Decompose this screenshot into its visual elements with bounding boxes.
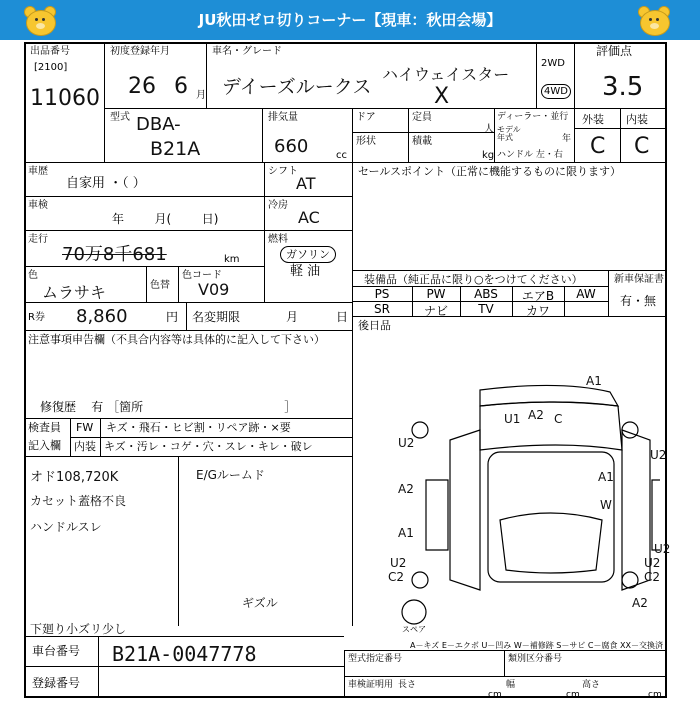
displacement-value: 660: [274, 136, 309, 157]
equip-pw: PW: [426, 287, 446, 301]
capacity-label: 定員: [412, 112, 432, 123]
damage-diagram: [360, 370, 660, 630]
mark-c2-low: C2: [388, 570, 405, 584]
mark-u2-rlow2: U2: [644, 556, 661, 570]
score-label: 評価点: [596, 44, 633, 58]
mileage-unit: km: [224, 254, 240, 265]
register-label: 登録番号: [32, 676, 81, 690]
inspector-label-2: 記入欄: [28, 439, 61, 452]
inspection-label: 車検: [28, 200, 48, 211]
chassis-number: B21A-0047778: [112, 642, 257, 666]
height-unit: cm: [648, 690, 662, 700]
usage-label: 車歴: [28, 166, 48, 177]
equip-navi: ナビ: [423, 304, 448, 318]
dealer-handle: ハンドル 左・右: [497, 150, 563, 160]
recycle-unit: 円: [166, 310, 179, 324]
registration-label: 初度登録年月: [110, 46, 170, 57]
equip-aw: AW: [576, 287, 596, 301]
exterior-grade: C: [590, 134, 606, 159]
recycle-label: R券: [28, 312, 45, 323]
ac-value: AC: [298, 208, 320, 227]
capacity-unit: 人: [484, 124, 494, 135]
load-unit: kg: [482, 150, 495, 161]
fw-items: キズ・飛石・ヒビ割・リペア跡・×要: [106, 421, 291, 434]
cat-no-label: 類別区分番号: [508, 654, 563, 664]
interior-items-label: 内装: [74, 440, 96, 453]
registration-year: 26: [128, 74, 156, 99]
shape-label: 形状: [356, 136, 376, 147]
term-label: 名変期限: [192, 310, 241, 324]
fuel-label: 燃料: [268, 234, 288, 245]
model-code: B21A: [150, 138, 201, 160]
shift-value: AT: [296, 174, 316, 193]
remark-right-1: E/Gルームド: [196, 468, 265, 482]
remark-left-2: カセット蓋格不良: [30, 494, 127, 508]
remark-left-1: オド108,720K: [30, 470, 119, 485]
color-code-label: 色コード: [182, 270, 222, 281]
type-no-label: 型式指定番号: [348, 654, 403, 664]
interior-grade: C: [634, 134, 650, 159]
chassis-label: 車台番号: [32, 644, 81, 658]
fw-label: FW: [76, 421, 94, 434]
displacement-label: 排気量: [268, 112, 298, 123]
mark-a2-rlow: A2: [632, 596, 648, 610]
width-unit: cm: [566, 690, 580, 700]
damage-legend: A－キズ E－エクボ U－凹み W－補修跡 S－サビ C－腐食 XX－交換済: [410, 641, 664, 650]
mark-u2-left: U2: [398, 436, 415, 450]
width-label: 幅: [506, 680, 516, 690]
car-name: デイーズルークス: [222, 76, 372, 98]
mark-a1-right: A1: [598, 470, 614, 484]
registration-month-unit: 月: [196, 90, 206, 101]
equip-abs: ABS: [474, 287, 498, 301]
equip-ps: PS: [374, 287, 390, 301]
recycle-value: 8,860: [76, 306, 128, 327]
mark-u2-rlow: U2: [654, 542, 671, 556]
lot-sub: [2100]: [34, 62, 68, 73]
model-label: 型式: [110, 112, 130, 123]
length-unit: cm: [488, 690, 502, 700]
selling-points-label: セールスポイント（正常に機能するものに限ります）: [358, 165, 622, 178]
repair-history: 修復歴 有 ［箇所 ］: [40, 400, 297, 414]
car-grade: ハイウェイスター: [382, 65, 510, 84]
usage-value: 自家用 ・（ ）: [66, 176, 146, 191]
mark-u2-right: U2: [650, 448, 667, 462]
mark-u2-low: U2: [390, 556, 407, 570]
header-title: JU秋田ゼロ切りコーナー【現車：秋田会場】: [198, 11, 502, 29]
equip-tv: TV: [478, 302, 494, 316]
score-value: 3.5: [602, 72, 644, 102]
warranty-value: 有・無: [620, 294, 657, 308]
mark-u1: U1: [504, 412, 521, 426]
mark-a1-left: A1: [398, 526, 414, 540]
term-month: 月: [286, 310, 299, 324]
color-code: V09: [198, 280, 230, 299]
mark-c: C: [554, 412, 563, 426]
registration-month: 6: [174, 74, 188, 99]
mark-a2: A2: [528, 408, 544, 422]
car-name-label: 車名・グレード: [212, 46, 282, 57]
drive-2wd: 2WD: [541, 58, 565, 69]
mark-c2-rlow: C2: [644, 570, 661, 584]
exterior-label: 外装: [582, 113, 604, 126]
fuel-selected: ガソリン: [280, 246, 336, 263]
inspection-value: 年 月( 日): [112, 212, 219, 226]
remark-left-3: ハンドルスレ: [30, 520, 102, 534]
inspector-label-1: 検査員: [28, 421, 61, 434]
notes-label: 注意事項申告欄（不具合内容等は具体的に記入して下さい）: [28, 333, 325, 346]
spare-label: スペア: [402, 625, 426, 634]
shift-label: シフト: [268, 166, 298, 177]
equip-sr: SR: [374, 302, 390, 316]
bear-mascot-icon: [22, 4, 58, 36]
color-label: 色: [28, 270, 38, 281]
equipment-label: 装備品（純正品に限り○をつけてください）: [364, 273, 583, 286]
after-date-label: 後日品: [358, 319, 391, 332]
color-change-label: 色替: [150, 280, 170, 291]
mark-a1-top: A1: [586, 374, 602, 388]
displacement-unit: cc: [336, 150, 347, 161]
dealer-year-unit: 年: [562, 134, 572, 144]
interior-label: 内装: [626, 113, 648, 126]
interior-items: キズ・汚レ・コゲ・穴・スレ・キレ・破レ: [104, 440, 313, 453]
dealer-label: ディーラー・並行: [497, 112, 569, 122]
equip-leather: カワ: [525, 304, 550, 318]
bear-mascot-icon: [636, 4, 672, 36]
height-label: 高さ: [582, 680, 601, 690]
remark-left-4: 下廻り小ズリ少し: [30, 622, 127, 636]
drive-4wd: 4WD: [541, 84, 571, 99]
doors-label: ドア: [356, 112, 376, 123]
mileage-value: 70万8千681: [62, 244, 167, 265]
mark-a2-left: A2: [398, 482, 414, 496]
lot-label: 出品番号: [30, 46, 70, 57]
term-day: 日: [336, 310, 349, 324]
lot-number: 11060: [30, 86, 100, 111]
mark-w: W: [600, 498, 612, 512]
mileage-label: 走行: [28, 234, 48, 245]
ac-label: 冷房: [268, 200, 288, 211]
equip-airbag: エアB: [521, 289, 555, 303]
remark-right-2: ギズル: [242, 596, 278, 610]
fuel-other: 軽 油: [290, 264, 321, 279]
cert-label: 車検証明用: [348, 680, 394, 690]
color-value: ムラサキ: [42, 283, 107, 302]
load-label: 積載: [412, 136, 432, 147]
length-label: 長さ: [398, 680, 417, 690]
model-prefix: DBA-: [136, 114, 181, 135]
dealer-model-year: モデル 年式: [497, 125, 521, 142]
warranty-label: 新車保証書: [614, 274, 664, 285]
car-grade-mark: X: [434, 84, 450, 109]
